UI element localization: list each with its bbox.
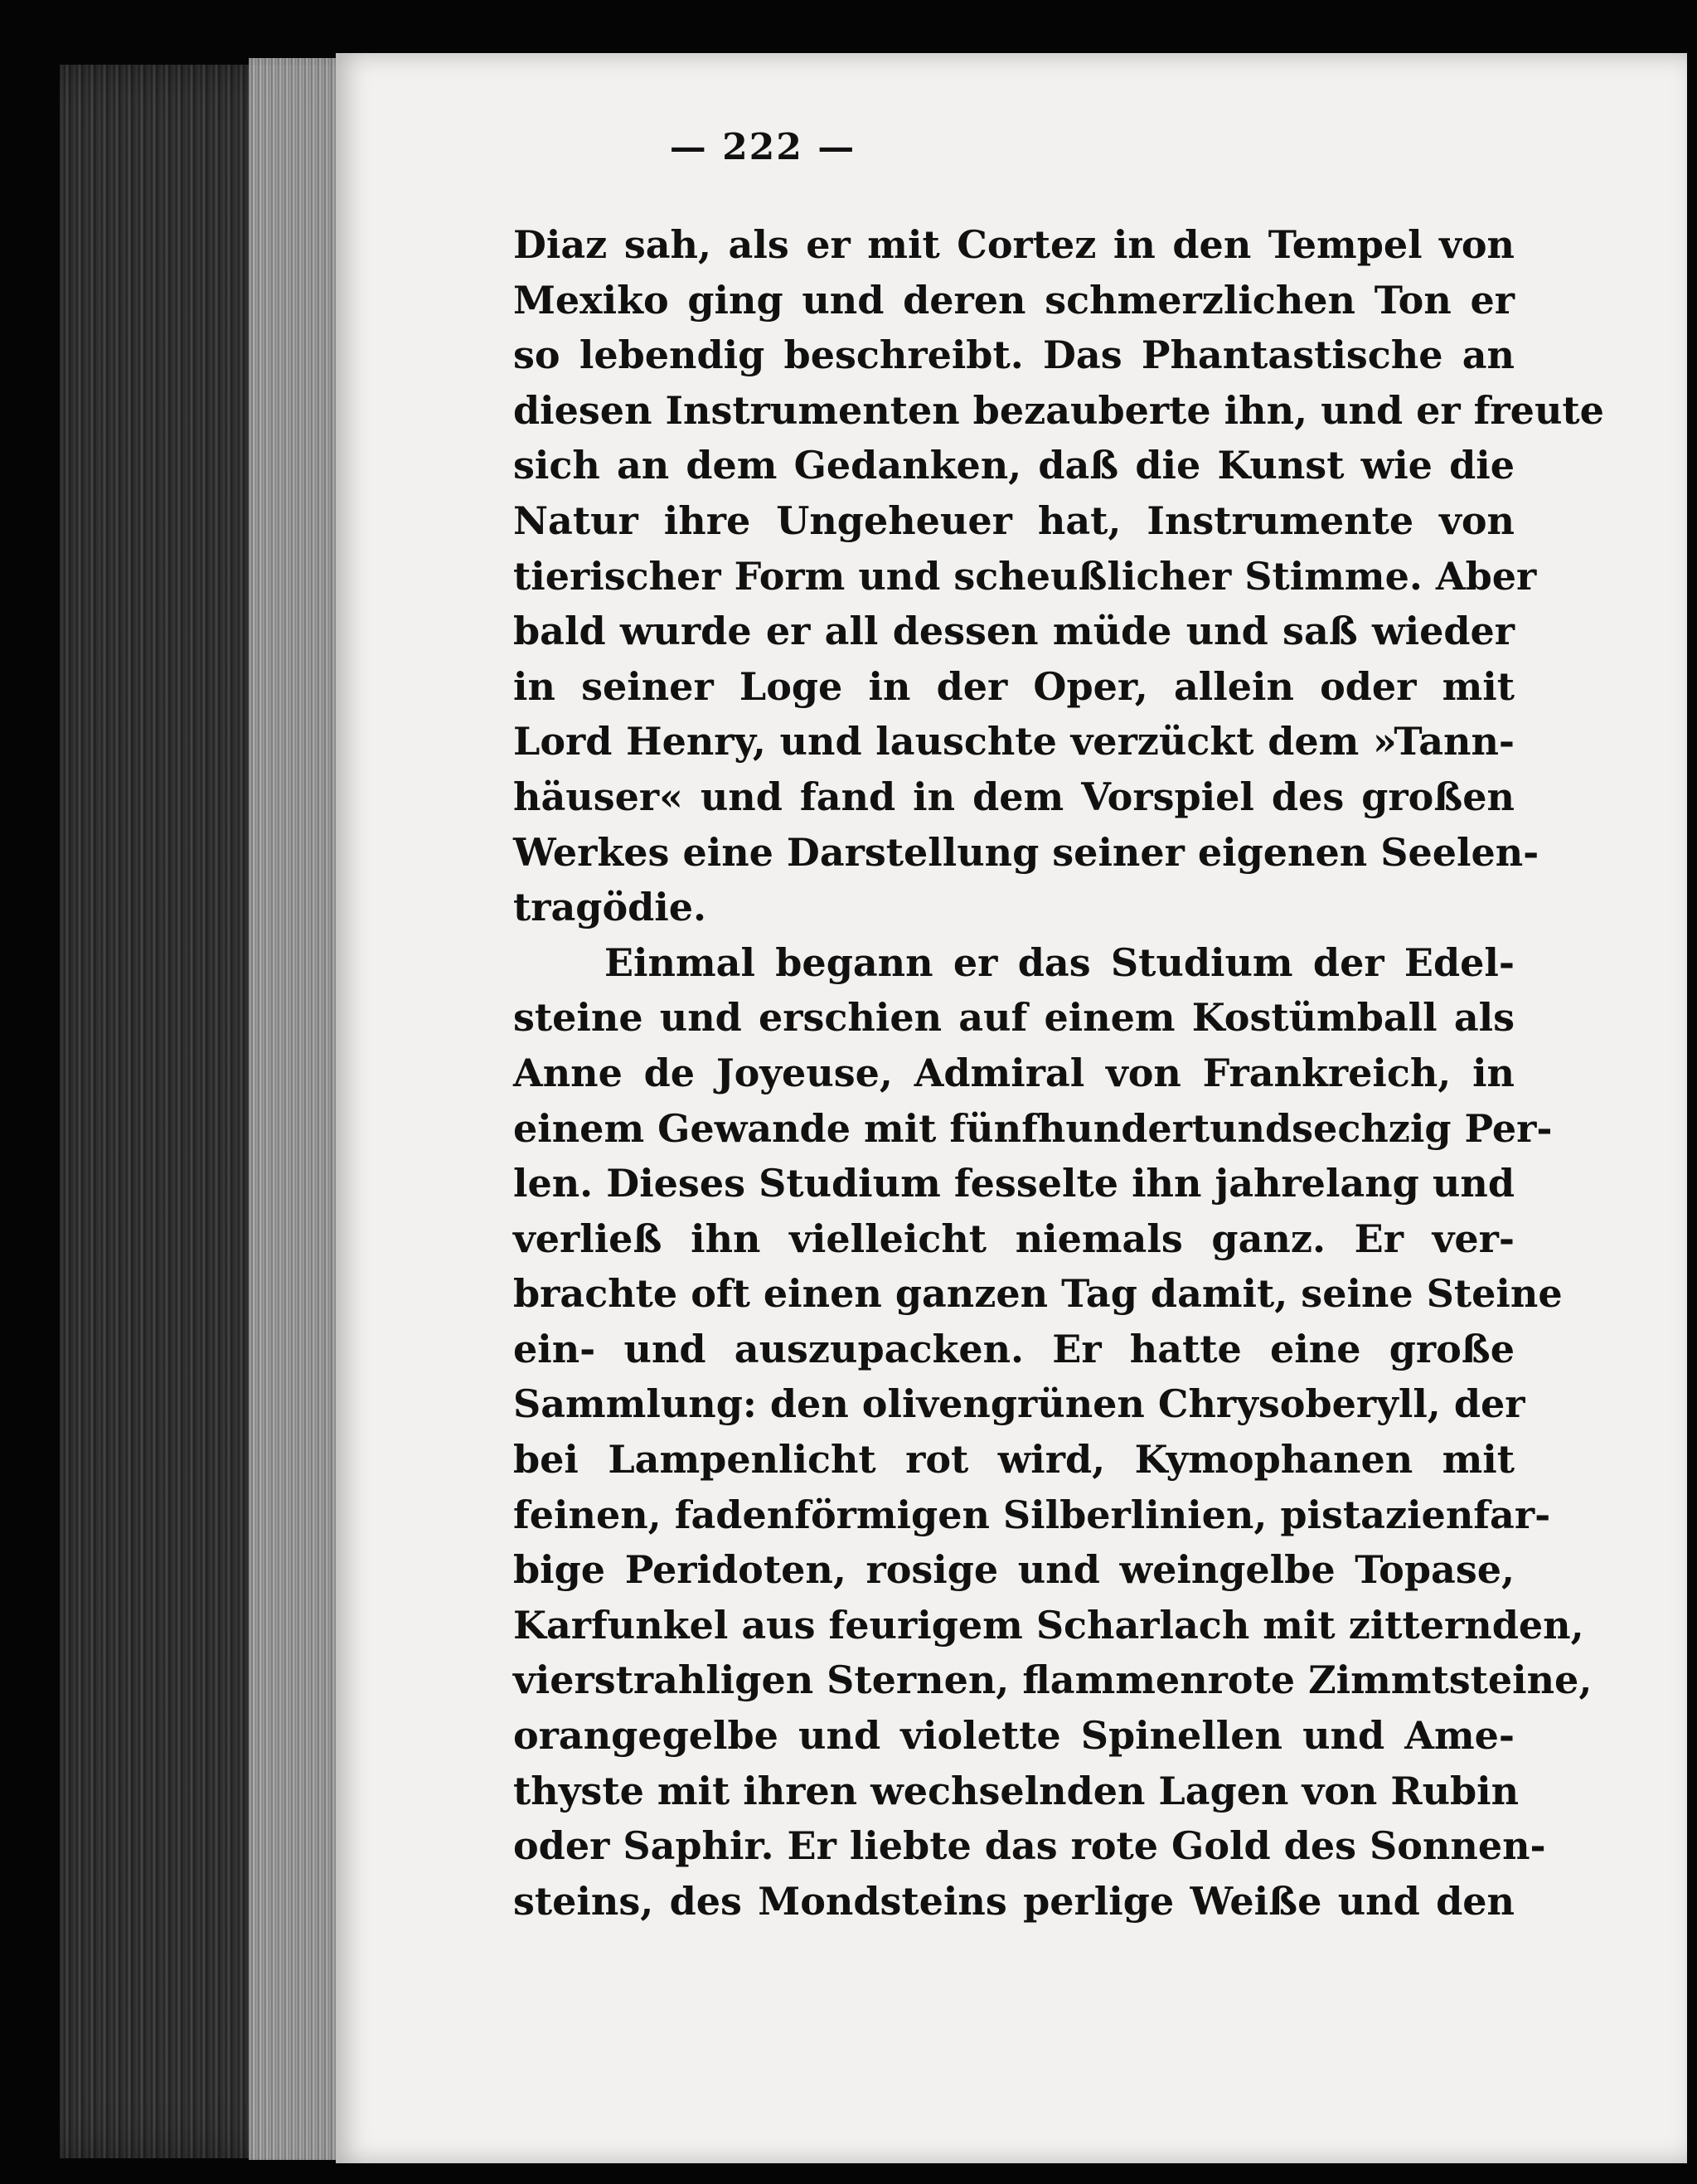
text-line: Karfunkel aus feurigem Scharlach mit zitternden, [513,1602,1584,1648]
text-line: brachte oft einen ganzen Tag damit, seine Steine [513,1271,1563,1317]
text-line: Sammlung: den olivengrünen Chrysoberyll, der [513,1381,1525,1427]
text-line: Lord Henry, und lauschte verzückt dem »Tann- [513,719,1515,764]
text-line: tierischer Form und scheußlicher Stimme. Aber [513,553,1537,599]
text-line: einem Gewande mit fünfhundertundsechzig Per- [513,1105,1553,1151]
text-line: häuser« und fand in dem Vorspiel des großen [513,774,1515,819]
text-line: steins, des Mondsteins perlige Weiße und den [513,1878,1515,1924]
text-line: oder Saphir. Er liebte das rote Gold des Sonnen- [513,1823,1546,1869]
text-line: thyste mit ihren wechselnden Lagen von Rubin [513,1768,1520,1813]
page-number-header: — 222 — [669,126,856,168]
book-page [336,53,1687,2163]
text-line: bei Lampenlicht rot wird, Kymophanen mit [513,1437,1515,1483]
book-page-edges-highlight [249,58,340,2160]
text-line: orangegelbe und violette Spinellen und Ame- [513,1713,1515,1759]
text-line: sich an dem Gedanken, daß die Kunst wie die [513,443,1515,488]
text-line: bald wurde er all dessen müde und saß wieder [513,609,1515,654]
text-line: tragödie. [513,885,707,930]
text-line: Natur ihre Ungeheuer hat, Instrumente von [513,497,1515,543]
text-line: in seiner Loge in der Oper, allein oder mit [513,663,1515,709]
text-line: bige Peridoten, rosige und weingelbe Topase, [513,1547,1515,1593]
text-line: Anne de Joyeuse, Admiral von Frankreich, in [513,1050,1515,1095]
text-line: len. Dieses Studium fesselte ihn jahrelang und [513,1161,1515,1206]
text-line: so lebendig beschreibt. Das Phantastische an [513,332,1515,378]
text-line: vierstrahligen Sternen, flammenrote Zimmtsteine, [513,1657,1593,1703]
body-text [513,217,1604,1929]
text-line: Einmal begann er das Studium der Edel- [604,939,1515,985]
text-line: Diaz sah, als er mit Cortez in den Tempel von [513,222,1515,267]
text-line: Mexiko ging und deren schmerzlichen Ton er [513,277,1515,323]
text-line: ein- und auszupacken. Er hatte eine große [513,1326,1515,1371]
text-line: steine und erschien auf einem Kostümball als [513,995,1515,1041]
text-line: verließ ihn vielleicht niemals ganz. Er ver- [513,1216,1515,1261]
text-line: Werkes eine Darstellung seiner eigenen Seelen- [513,829,1539,875]
text-line: diesen Instrumenten bezauberte ihn, und er freute [513,387,1604,433]
text-line: feinen, fadenförmigen Silberlinien, pistazienfar- [513,1492,1551,1537]
